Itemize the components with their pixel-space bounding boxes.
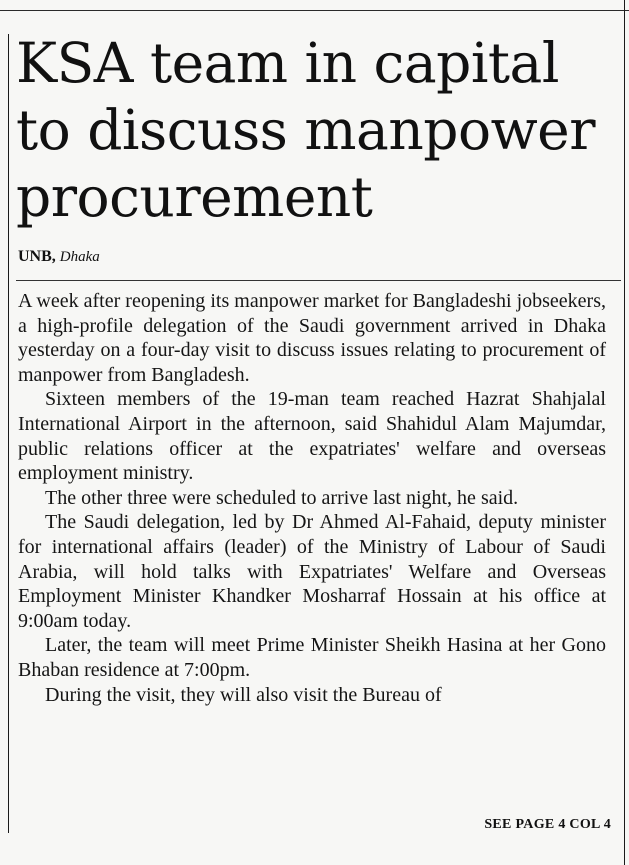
top-column-rule: [0, 0, 629, 11]
byline: [18, 248, 100, 266]
article-paragraph: A week after reopening its manpower market for Bangladeshi jobseekers, a high-profile delegation of the Saudi government arrived in Dhaka yesterday on a four-day visit to discuss issues relating to procurement of manpower from Bangladesh.: [18, 290, 606, 386]
article-body: [18, 289, 606, 707]
left-column-rule: [8, 34, 9, 833]
article-paragraph: Later, the team will meet Prime Minister Sheikh Hasina at her Gono Bhaban residence at 7:00pm.: [18, 634, 606, 681]
article-paragraph: During the visit, they will also visit the Bureau of: [45, 683, 442, 706]
right-column-rule: [624, 0, 625, 865]
byline-agency: UNB,: [18, 248, 56, 265]
byline-divider: [16, 280, 621, 281]
continuation-jump-line: SEE PAGE 4 COL 4: [484, 817, 611, 832]
article-paragraph: The other three were scheduled to arrive last night, he said.: [45, 486, 519, 509]
headline: KSA team in capital to discuss manpower procurement: [16, 31, 595, 229]
byline-place: Dhaka: [59, 249, 100, 265]
article-paragraph: The Saudi delegation, led by Dr Ahmed Al-Fahaid, deputy minister for international affairs (leader) of the Ministry of Labour of Saudi Arabia, will hold talks with Expatriates' Welfare and Overseas Employment Minister Khandker Mosharraf Hossain at his office at 9:00am today.: [18, 511, 606, 632]
article-paragraph: Sixteen members of the 19-man team reached Hazrat Shahjalal International Airport in the afternoon, said Shahidul Alam Majumdar, public relations officer at the expatriates' welfare and overseas employment ministry.: [18, 388, 606, 485]
